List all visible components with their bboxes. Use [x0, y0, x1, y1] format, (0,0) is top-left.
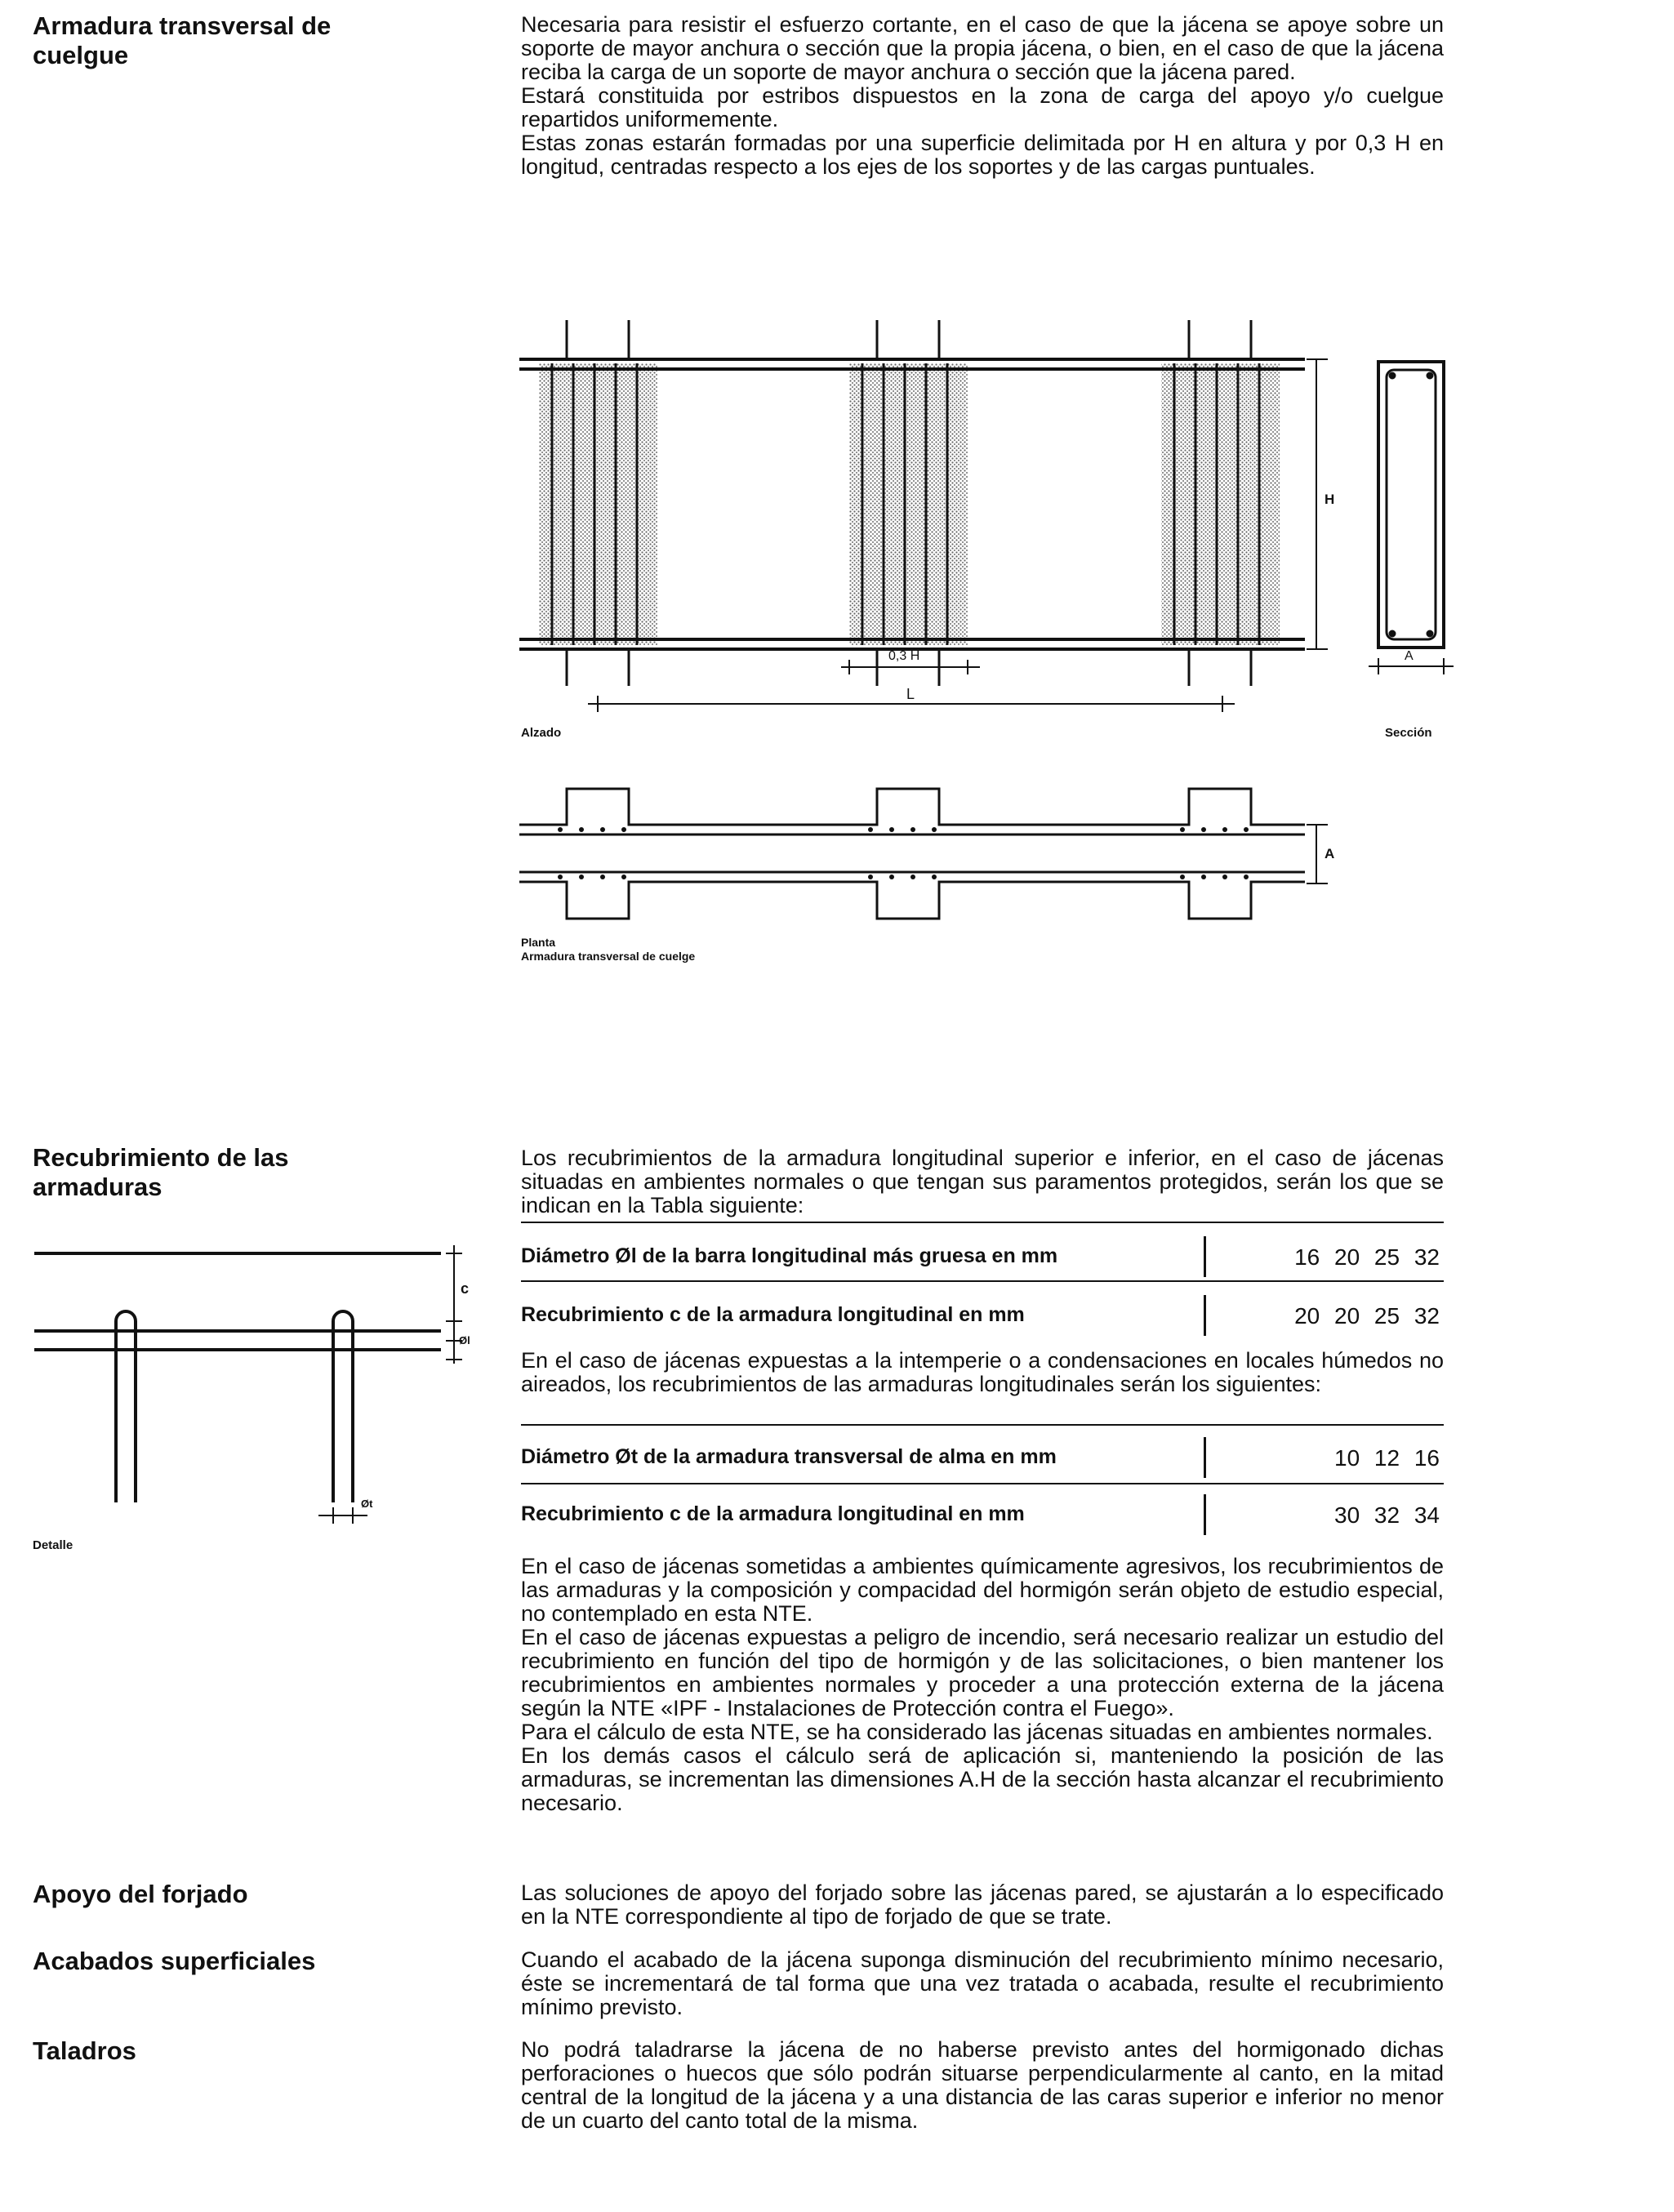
label-03H: 0,3 H: [888, 649, 920, 663]
label-H: H: [1325, 492, 1335, 507]
recubrimiento-paragraph-4: En los demás casos el cálculo será de aplicación si, manteniendo la posición de las armaduras, se incrementan las dimensiones A.H de la sección hasta alcanzar el recubrimiento necesario.: [521, 1743, 1444, 1815]
recubrimiento-intro: Los recubrimientos de la armadura longitudinal superior e inferior, en el caso de jácenas situadas en ambientes normales o que tengan sus paramentos protegidos, serán los que se indican en la Tabla siguiente:: [521, 1146, 1444, 1217]
taladros-text: No podrá taladrarse la jácena de no haberse previsto antes del hormigonado dichas perforaciones o huecos que sólo podrán situarse perpendicularmente al canto, en la mitad central de la longitud de la jácena y a una distancia de las caras superior e inferior no menor de un cuarto del canto total de la misma.: [521, 2037, 1444, 2133]
label-L: L: [906, 686, 915, 702]
cuelgue-paragraph-2: Estará constituida por estribos dispuestos en la zona de carga del apoyo y/o cuelgue repartidos uniformemente.: [521, 83, 1444, 131]
label-A-planta: A: [1325, 846, 1335, 861]
caption-alzado: Alzado: [521, 726, 562, 740]
label-phi-l: Øl: [459, 1334, 470, 1346]
caption-figure-title: Armadura transversal de cuelge: [521, 950, 696, 963]
label-A-section: A: [1405, 649, 1414, 663]
table2-row1-values: 10 12 16: [1334, 1445, 1440, 1471]
table1-row1-values: 16 20 25 32: [1294, 1244, 1440, 1270]
label-phi-t: Øt: [361, 1498, 373, 1510]
table1-row2-values: 20 20 25 32: [1294, 1303, 1440, 1329]
acabados-text: Cuando el acabado de la jácena suponga disminución del recubrimiento mínimo necesario, éste se incrementará de tal forma que una vez tratada o acabada, resulte el recubrimiento mínimo previsto.: [521, 1947, 1444, 2019]
table2-row2-label: Recubrimiento c de la armadura longitudinal en mm: [521, 1502, 1025, 1525]
recubrimiento-paragraph-2: En el caso de jácenas expuestas a peligro de incendio, será necesario realizar un estudio del recubrimiento en función del tipo de hormigón y de las solicitaciones, o bien mantener los recubrimientos en ambientes normales y proceder a una protección externa de la jácena según la NTE «IPF - Instalaciones de Protección contra el Fuego».: [521, 1625, 1444, 1720]
heading-acabados: Acabados superficiales: [33, 1947, 316, 1975]
table1-row1-label: Diámetro Øl de la barra longitudinal más gruesa en mm: [521, 1244, 1058, 1267]
recubrimiento-paragraph-3: Para el cálculo de esta NTE, se ha considerado las jácenas situadas en ambientes normales.: [521, 1720, 1433, 1744]
cuelgue-paragraph-1: Necesaria para resistir el esfuerzo cortante, en el caso de que la jácena se apoye sobre un soporte de mayor anchura o sección que la propia jácena, o bien, en el caso de que la jácena reciba la carga de un soporte de mayor anchura o sección que la jácena pared.: [521, 12, 1444, 84]
table2-row1-label: Diámetro Øt de la armadura transversal de alma en mm: [521, 1445, 1057, 1468]
caption-seccion: Sección: [1385, 726, 1432, 740]
cuelgue-paragraph-3: Estas zonas estarán formadas por una superficie delimitada por H en altura y por 0,3 H en longitud, centradas respecto a los ejes de los soportes y de las cargas puntuales.: [521, 131, 1444, 179]
heading-taladros: Taladros: [33, 2036, 136, 2065]
caption-detalle: Detalle: [33, 1538, 73, 1552]
heading-recubrimiento: Recubrimiento de las armaduras: [33, 1143, 289, 1201]
label-c: c: [461, 1280, 470, 1297]
table1-row2-label: Recubrimiento c de la armadura longitudinal en mm: [521, 1303, 1025, 1326]
table2-row2-values: 30 32 34: [1334, 1502, 1440, 1528]
caption-planta: Planta: [521, 936, 556, 949]
recubrimiento-paragraph-1: En el caso de jácenas sometidas a ambientes químicamente agresivos, los recubrimientos de las armaduras y la composición y compacidad del hormigón serán objeto de estudio especial, no contemplado en esta NTE.: [521, 1554, 1444, 1626]
heading-apoyo-forjado: Apoyo del forjado: [33, 1880, 248, 1908]
apoyo-text: Las soluciones de apoyo del forjado sobre las jácenas pared, se ajustarán a lo especificado en la NTE correspondiente al tipo de forjado de que se trate.: [521, 1880, 1444, 1929]
recubrimiento-middle: En el caso de jácenas expuestas a la intemperie o a condensaciones en locales húmedos no aireados, los recubrimientos de las armaduras longitudinales serán los siguientes:: [521, 1348, 1444, 1396]
heading-armadura-cuelgue: Armadura transversal de cuelgue: [33, 11, 332, 69]
